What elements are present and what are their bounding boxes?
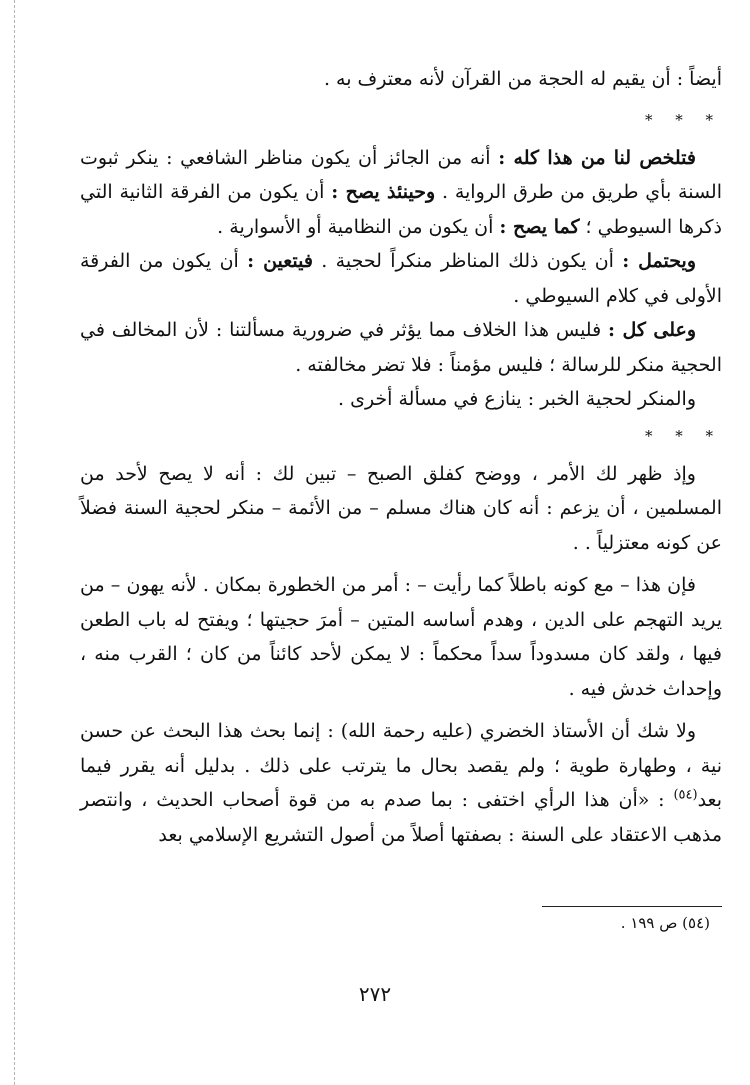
paragraph-3: [80, 244, 722, 313]
text-run: أن يكون ذلك المناظر منكراً لحجية .: [312, 250, 623, 272]
paragraph-7: فإن هذا – مع كونه باطلاً كما رأيت – : أمر من الخطورة بمكان . لأنه يهون – من يريد التهجم على الدين ، وهدم أساسه المتين – أمرَ حجيتها ؛ ويفتح له باب الطعن فيها ، ولقد كان مسدوداً سداً محكماً : لا يمكن لأحد كائناً من كان ؛ القرب منه ، وإحداث خدش فيه .: [80, 574, 722, 700]
text-run: أنه من الجائز أن يكون مناظر الشافعي : ينكر ثبوت السنة بأي طريق من طرق الرواية .: [80, 146, 722, 203]
main-text: [80, 62, 722, 852]
paragraph-4: [80, 313, 722, 382]
keyword: فتلخص لنا من هذا كله :: [498, 146, 696, 169]
text-run: أن يكون من الفرقة الثانية التي ذكرها السيوطي ؛: [80, 181, 722, 238]
keyword: كما يصح :: [499, 215, 580, 238]
text-run: فليس هذا الخلاف مما يؤثر في ضرورية مسألتنا : لأن المخالف في الحجية منكر للرسالة ؛ فليس مؤمناً : فلا تضر مخالفته .: [80, 319, 722, 376]
keyword: فيتعين :: [247, 250, 313, 272]
text-run: : «أن هذا الرأي اختفى : بما صدم به من قوة أصحاب الحديث ، وانتصر مذهب الاعتقاد على السنة : بصفتها أصلاً من أصول التشريع الإسلامي بعد: [80, 789, 722, 846]
paragraph-8: [80, 714, 722, 852]
text-run: ولا شك أن الأستاذ الخضري (عليه رحمة الله) : إنما بحث هذا البحث عن حسن نية ، وطهارة طوية ؛ ولم يقصد بحال ما يترتب على ذلك . بدليل أنه يقرر فيما بعد: [80, 720, 722, 811]
paragraph-1: أيضاً : أن يقيم له الحجة من القرآن لأنه معترف به .: [323, 68, 722, 90]
paragraph-5: والمنكر لحجية الخبر : ينازع في مسألة أخرى .: [338, 388, 696, 410]
section-separator: * * *: [644, 426, 722, 445]
keyword: ويحتمل :: [622, 250, 696, 272]
footnote: (٥٤) ص ١٩٩ .: [620, 914, 710, 932]
footnote-divider: [542, 906, 722, 907]
text-run: أن يكون من الفرقة الأولى في كلام السيوطي .: [80, 250, 722, 307]
page-number: ٢٧٢: [358, 982, 392, 1006]
text-run: أن يكون من النظامية أو الأسوارية .: [217, 215, 500, 238]
keyword: وعلى كل :: [608, 319, 696, 341]
section-separator: * * *: [644, 110, 722, 129]
paragraph-2: [80, 141, 722, 245]
paragraph-6: وإذ ظهر لك الأمر ، ووضح كفلق الصبح – تبين لك : أنه لا يصح لأحد من المسلمين ، أن يزعم : أنه كان هناك مسلم – من الأئمة – منكر لحجية السنة فضلاً عن كونه معتزلياً . .: [80, 462, 722, 554]
keyword: وحينئذ يصح :: [331, 181, 436, 203]
footnote-reference: (٥٤): [673, 787, 698, 803]
binding-edge: [14, 0, 15, 1085]
